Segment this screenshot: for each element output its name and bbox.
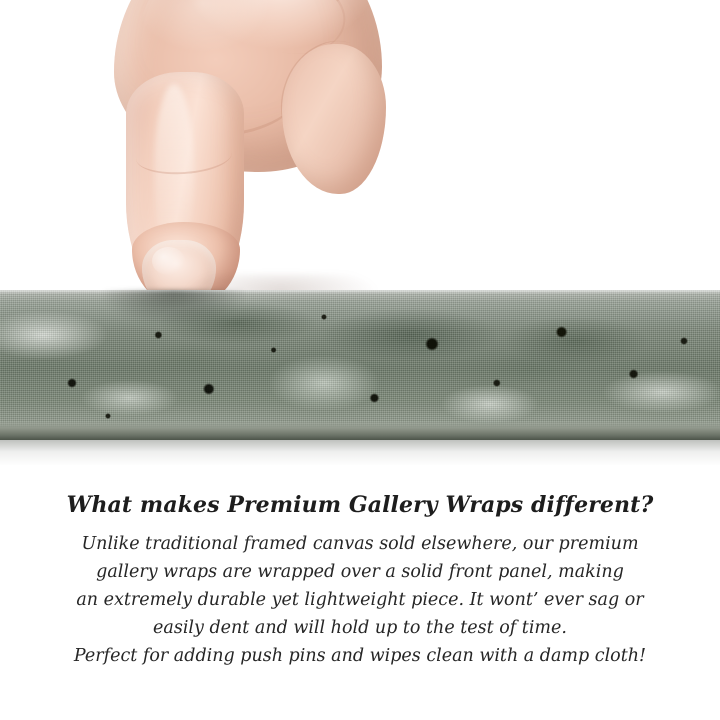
caption-line: gallery wraps are wrapped over a solid front panel, making xyxy=(96,562,624,582)
canvas-drop-shadow xyxy=(0,440,720,465)
finger-crease xyxy=(135,135,233,178)
caption-line: Unlike traditional framed canvas sold elsewhere, our premium xyxy=(81,534,639,554)
caption-body xyxy=(0,530,720,670)
thumb xyxy=(282,44,386,194)
finger-contact-shadow xyxy=(104,290,244,324)
caption-line: Perfect for adding push pins and wipes clean with a damp cloth! xyxy=(73,646,647,666)
caption-heading: What makes Premium Gallery Wraps different? xyxy=(66,492,654,518)
hand-illustration xyxy=(96,0,396,317)
caption-line: easily dent and will hold up to the test of time. xyxy=(153,618,567,638)
caption-line: an extremely durable yet lightweight piece. It wont’ ever sag or xyxy=(76,590,644,610)
canvas-bottom-edge xyxy=(0,422,720,440)
caption-block xyxy=(0,492,720,670)
